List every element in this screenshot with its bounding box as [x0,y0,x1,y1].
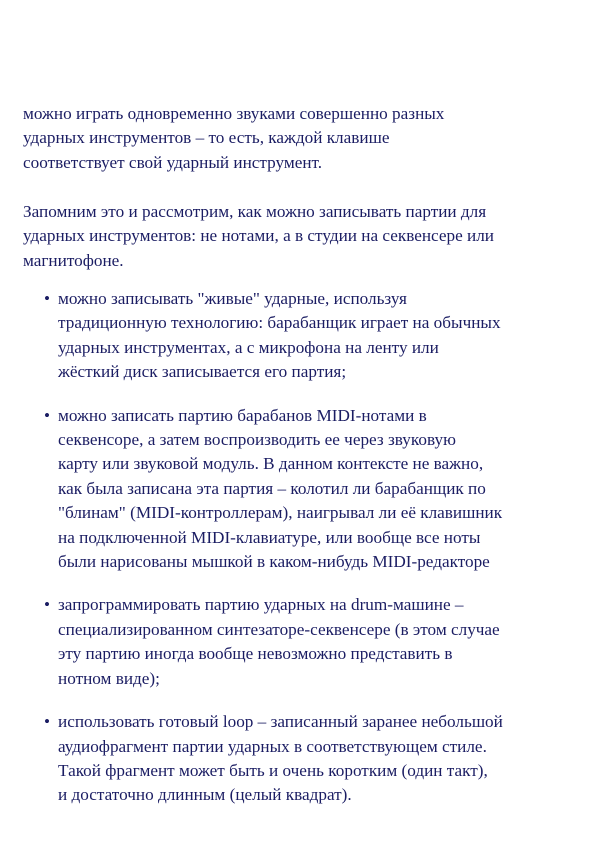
text-line: использовать готовый loop – записанный заранее небольшой [58,712,503,732]
text-line: карту или звуковой модуль. В данном контексте не важно, [58,454,484,474]
bullet-marker: • [44,595,51,615]
text-line: ударных инструментах, а с микрофона на ленту или [58,337,439,357]
bullet-marker: • [44,405,51,425]
text-line: соответствует свой ударный инструмент. [23,152,323,172]
text-line: можно играть одновременно звуками совершенно разных [23,104,445,123]
list-item [23,287,583,385]
text-line: традиционную технологию: барабанщик играет на обычных [58,313,501,333]
paragraph-intro [23,102,583,175]
text-line: и достаточно длинным (целый квадрат). [58,785,352,805]
bullet-marker: • [44,712,51,732]
text-line: "блинам" (MIDI-контроллерам), наигрывал ли её клавишник [58,503,503,523]
text-line: жёсткий диск записывается его партия; [58,362,347,382]
bullet-list [23,287,583,827]
text-line: секвенсоре, а затем воспроизводить ее через звуковую [58,430,456,450]
list-item [23,593,583,691]
text-line: Такой фрагмент может быть и очень коротким (один такт), [58,760,488,780]
text-line: как была записана эта партия – колотил ли барабанщик по [58,478,486,498]
list-item [23,404,583,575]
text-line: можно записывать "живые" ударные, используя [58,289,407,308]
text-line: эту партию иногда вообще невозможно представить в [58,644,453,664]
paragraph-recording-methods [23,200,583,273]
text-line: ударных инструментов: не нотами, а в студии на секвенсере или [23,226,495,246]
text-line: были нарисованы мышкой в каком-нибудь MIDI-редакторе [58,552,490,572]
text-line: нотном виде); [58,668,160,688]
bullet-marker: • [44,289,51,308]
list-item [23,710,583,808]
text-line: ударных инструментов – то есть, каждой клавише [23,128,390,148]
text-line: можно записать партию барабанов MIDI-нотами в [58,405,427,425]
text-line: магнитофоне. [23,250,124,270]
list-item-text [58,710,583,808]
text-line: запрограммировать партию ударных на drum-машине – [58,595,464,615]
list-item-text [58,404,583,575]
list-item-text [58,593,583,691]
text-line: специализированном синтезаторе-секвенсере (в этом случае [58,619,500,639]
text-line: аудиофрагмент партии ударных в соответствующем стиле. [58,736,487,756]
text-line: на подключенной MIDI-клавиатуре, или вообще все ноты [58,527,481,547]
text-line: Запомним это и рассмотрим, как можно записывать партии для [23,202,487,221]
list-item-text [58,287,583,385]
